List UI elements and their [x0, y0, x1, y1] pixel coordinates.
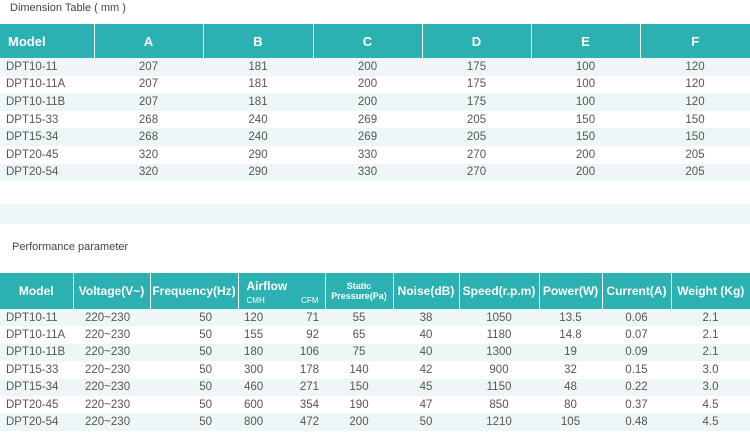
perf-header-current: Current(A): [602, 273, 671, 309]
airflow-cmh-cell: 300: [238, 361, 286, 378]
model-cell: DPT10-11B: [0, 93, 94, 111]
current-cell: 0.15: [602, 361, 671, 378]
frequency-cell: 50: [150, 309, 238, 326]
dimension-table: [0, 24, 750, 181]
weight-cell: 2.1: [671, 326, 750, 343]
dimension-cell: 120: [640, 93, 750, 111]
static-pressure-cell: 190: [325, 396, 393, 413]
perf-header-weight: Weight (Kg): [671, 273, 750, 309]
dimension-cell: 205: [422, 111, 531, 129]
speed-cell: 850: [459, 396, 539, 413]
airflow-cmh-cell: 155: [238, 326, 286, 343]
table-row: [0, 164, 750, 182]
static-pressure-cell: 75: [325, 344, 393, 361]
table-row: [0, 309, 750, 326]
dimension-cell: 100: [531, 58, 640, 76]
speed-cell: 900: [459, 361, 539, 378]
perf-header-static-pressure: [325, 273, 393, 309]
dimension-cell: 330: [313, 164, 422, 182]
dimension-cell: 200: [531, 146, 640, 164]
perf-header-speed: Speed(r.p.m): [459, 273, 539, 309]
noise-cell: 42: [393, 361, 459, 378]
speed-cell: 1180: [459, 326, 539, 343]
airflow-cfm-cell: 106: [286, 344, 325, 361]
voltage-cell: 220~230: [73, 413, 150, 430]
dimension-cell: 320: [94, 164, 203, 182]
performance-header-row: [0, 273, 750, 309]
table-row: [0, 76, 750, 94]
model-cell: DPT15-33: [0, 361, 73, 378]
frequency-cell: 50: [150, 396, 238, 413]
performance-table-caption: Performance parameter: [12, 241, 129, 253]
perf-header-frequency: Frequency(Hz): [150, 273, 238, 309]
dimension-cell: 100: [531, 76, 640, 94]
airflow-cmh-cell: 800: [238, 413, 286, 430]
model-cell: DPT10-11A: [0, 76, 94, 94]
voltage-cell: 220~230: [73, 309, 150, 326]
perf-header-voltage: Voltage(V~): [73, 273, 150, 309]
voltage-cell: 220~230: [73, 379, 150, 396]
speed-cell: 1300: [459, 344, 539, 361]
frequency-cell: 50: [150, 379, 238, 396]
dim-header-c: C: [313, 24, 422, 58]
dimension-cell: 150: [640, 111, 750, 129]
static-pressure-cell: 55: [325, 309, 393, 326]
dim-header-e: E: [531, 24, 640, 58]
dimension-cell: 175: [422, 93, 531, 111]
model-cell: DPT15-33: [0, 111, 94, 129]
power-cell: 14.8: [539, 326, 602, 343]
dimension-header-row: [0, 24, 750, 58]
speed-cell: 1210: [459, 413, 539, 430]
dimension-table-caption: Dimension Table ( mm ): [10, 2, 126, 14]
perf-header-power: Power(W): [539, 273, 602, 309]
static-pressure-line1: Static: [346, 281, 372, 291]
model-cell: DPT15-34: [0, 128, 94, 146]
table-row: [0, 146, 750, 164]
current-cell: 0.07: [602, 326, 671, 343]
noise-cell: 38: [393, 309, 459, 326]
airflow-cfm-cell: 178: [286, 361, 325, 378]
static-pressure-cell: 65: [325, 326, 393, 343]
voltage-cell: 220~230: [73, 361, 150, 378]
voltage-cell: 220~230: [73, 344, 150, 361]
table-row: [0, 396, 750, 413]
airflow-cmh-cell: 120: [238, 309, 286, 326]
dimension-cell: 100: [531, 93, 640, 111]
dimension-cell: 240: [203, 128, 313, 146]
table-row: [0, 379, 750, 396]
power-cell: 48: [539, 379, 602, 396]
dimension-cell: 200: [531, 164, 640, 182]
dimension-cell: 205: [640, 146, 750, 164]
airflow-cfm-cell: 472: [286, 413, 325, 430]
dimension-cell: 120: [640, 58, 750, 76]
airflow-cmh-cell: 460: [238, 379, 286, 396]
power-cell: 13.5: [539, 309, 602, 326]
table-row: [0, 344, 750, 361]
voltage-cell: 220~230: [73, 396, 150, 413]
dimension-cell: 269: [313, 111, 422, 129]
perf-header-noise: Noise(dB): [393, 273, 459, 309]
dimension-cell: 207: [94, 93, 203, 111]
dimension-cell: 200: [313, 58, 422, 76]
section-divider-band: [0, 204, 750, 224]
voltage-cell: 220~230: [73, 326, 150, 343]
noise-cell: 50: [393, 413, 459, 430]
dimension-cell: 205: [422, 128, 531, 146]
table-row: [0, 128, 750, 146]
weight-cell: 3.0: [671, 361, 750, 378]
dimension-cell: 268: [94, 111, 203, 129]
performance-table: [0, 273, 750, 431]
dim-header-d: D: [422, 24, 531, 58]
table-row: [0, 58, 750, 76]
dimension-cell: 320: [94, 146, 203, 164]
model-cell: DPT15-34: [0, 379, 73, 396]
dim-header-model: Model: [0, 24, 94, 58]
dimension-cell: 269: [313, 128, 422, 146]
weight-cell: 4.5: [671, 396, 750, 413]
airflow-title: Airflow: [246, 279, 288, 293]
dim-header-a: A: [94, 24, 203, 58]
dimension-cell: 150: [531, 128, 640, 146]
static-pressure-cell: 140: [325, 361, 393, 378]
dimension-cell: 150: [640, 128, 750, 146]
dim-header-f: F: [640, 24, 750, 58]
model-cell: DPT10-11A: [0, 326, 73, 343]
noise-cell: 40: [393, 344, 459, 361]
model-cell: DPT20-54: [0, 413, 73, 430]
weight-cell: 4.5: [671, 413, 750, 430]
dimension-cell: 200: [313, 76, 422, 94]
perf-header-model: Model: [0, 273, 73, 309]
dimension-cell: 330: [313, 146, 422, 164]
airflow-cfm-cell: 71: [286, 309, 325, 326]
dim-header-b: B: [203, 24, 313, 58]
dimension-cell: 207: [94, 58, 203, 76]
dimension-cell: 240: [203, 111, 313, 129]
weight-cell: 2.1: [671, 309, 750, 326]
airflow-cfm-cell: 271: [286, 379, 325, 396]
airflow-cfm-label: CFM: [301, 296, 319, 305]
dimension-cell: 270: [422, 164, 531, 182]
model-cell: DPT20-45: [0, 146, 94, 164]
noise-cell: 47: [393, 396, 459, 413]
model-cell: DPT10-11B: [0, 344, 73, 361]
dimension-cell: 205: [640, 164, 750, 182]
frequency-cell: 50: [150, 344, 238, 361]
dimension-cell: 175: [422, 58, 531, 76]
dimension-cell: 181: [203, 93, 313, 111]
speed-cell: 1150: [459, 379, 539, 396]
dimension-cell: 175: [422, 76, 531, 94]
model-cell: DPT10-11: [0, 309, 73, 326]
table-row: [0, 326, 750, 343]
airflow-cmh-cell: 180: [238, 344, 286, 361]
airflow-cmh-label: CMH: [246, 296, 265, 305]
power-cell: 32: [539, 361, 602, 378]
current-cell: 0.09: [602, 344, 671, 361]
static-pressure-cell: 200: [325, 413, 393, 430]
table-row: [0, 413, 750, 430]
dimension-cell: 290: [203, 146, 313, 164]
noise-cell: 40: [393, 326, 459, 343]
speed-cell: 1050: [459, 309, 539, 326]
weight-cell: 3.0: [671, 379, 750, 396]
power-cell: 19: [539, 344, 602, 361]
dimension-cell: 270: [422, 146, 531, 164]
dimension-cell: 150: [531, 111, 640, 129]
dimension-cell: 200: [313, 93, 422, 111]
dimension-cell: 181: [203, 58, 313, 76]
perf-header-airflow: [238, 273, 325, 309]
frequency-cell: 50: [150, 326, 238, 343]
current-cell: 0.48: [602, 413, 671, 430]
current-cell: 0.22: [602, 379, 671, 396]
table-row: [0, 111, 750, 129]
model-cell: DPT10-11: [0, 58, 94, 76]
dimension-cell: 207: [94, 76, 203, 94]
table-row: [0, 361, 750, 378]
current-cell: 0.06: [602, 309, 671, 326]
airflow-cfm-cell: 92: [286, 326, 325, 343]
dimension-cell: 181: [203, 76, 313, 94]
dimension-cell: 290: [203, 164, 313, 182]
model-cell: DPT20-45: [0, 396, 73, 413]
static-pressure-cell: 150: [325, 379, 393, 396]
weight-cell: 2.1: [671, 344, 750, 361]
static-pressure-line2: Pressure(Pa): [331, 291, 387, 301]
airflow-cmh-cell: 600: [238, 396, 286, 413]
power-cell: 80: [539, 396, 602, 413]
airflow-cfm-cell: 354: [286, 396, 325, 413]
frequency-cell: 50: [150, 361, 238, 378]
frequency-cell: 50: [150, 413, 238, 430]
power-cell: 105: [539, 413, 602, 430]
noise-cell: 45: [393, 379, 459, 396]
dimension-cell: 120: [640, 76, 750, 94]
dimension-cell: 268: [94, 128, 203, 146]
table-row: [0, 93, 750, 111]
current-cell: 0.37: [602, 396, 671, 413]
model-cell: DPT20-54: [0, 164, 94, 182]
